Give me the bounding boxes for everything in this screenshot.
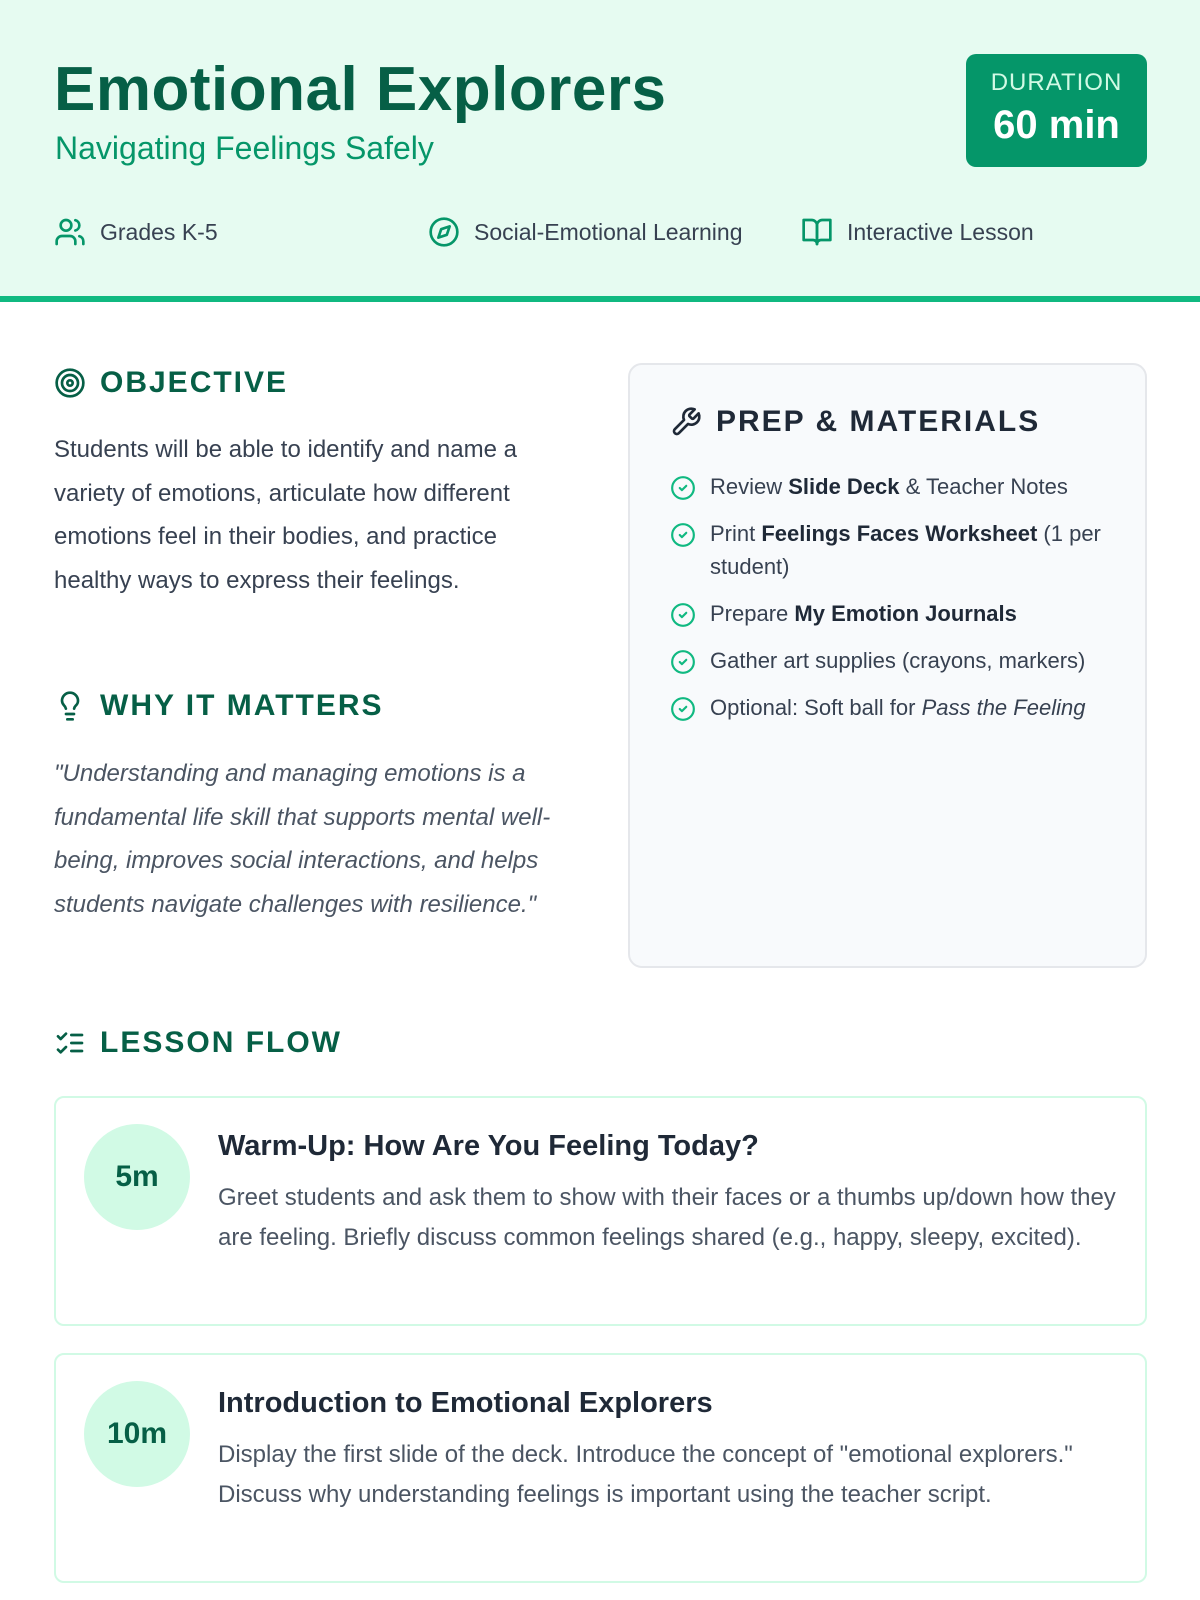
duration-badge [966,54,1147,167]
list-item-text: Optional: Soft ball for Pass the Feeling [710,695,1086,720]
lesson-step-card [54,1353,1147,1583]
objective-heading [54,366,288,400]
lightbulb-icon [54,690,86,722]
check-circle-icon [670,602,696,628]
prep-heading [670,405,1040,439]
list-item [670,597,1110,630]
book-open-icon [801,216,833,248]
prep-materials-card [628,363,1147,968]
lesson-step-card [54,1096,1147,1326]
why-heading [54,689,384,723]
step-title: Introduction to Emotional Explorers [218,1387,713,1419]
step-description: Greet students and ask them to show with their faces or a thumbs up/down how they are feeling. Briefly discuss common feelings shared (e.g., happy, sleepy, excited). [218,1184,1116,1251]
list-item [670,517,1110,583]
meta-grades-label: Grades K-5 [100,218,218,245]
step-description: Display the first slide of the deck. Introduce the concept of "emotional explorers." Discuss why understanding feelings is important using the teacher script. [218,1441,1073,1508]
lesson-header [0,0,1200,302]
objective-heading-label: OBJECTIVE [100,366,289,399]
meta-subject-label: Social-Emotional Learning [474,218,743,245]
duration-label: DURATION [990,69,1123,96]
step-title: Warm-Up: How Are You Feeling Today? [218,1130,759,1162]
wrench-icon [670,406,702,438]
why-heading-label: WHY IT MATTERS [100,689,384,722]
list-item [670,644,1110,677]
target-icon [54,367,86,399]
check-circle-icon [670,696,696,722]
why-quote: "Understanding and managing emotions is a fundamental life skill that supports mental well-being, improves social interactions, and helps students navigate challenges with resilience." [54,760,551,918]
objective-text: Students will be able to identify and name a variety of emotions, articulate how different emotions feel in their bodies, and practice healthy ways to express their feelings. [54,436,517,594]
list-item-text: Print Feelings Faces Worksheet (1 per student) [710,521,1101,579]
page-title: Emotional Explorers [54,55,667,124]
flow-heading [54,1026,342,1060]
users-icon [54,216,86,248]
prep-heading-label: PREP & MATERIALS [716,405,1041,438]
step-time-badge: 10m [84,1381,190,1487]
materials-list [670,470,1110,738]
list-item [670,470,1110,503]
step-time-badge: 5m [84,1124,190,1230]
list-item-text: Review Slide Deck & Teacher Notes [710,474,1068,499]
list-item [670,691,1110,724]
page-subtitle: Navigating Feelings Safely [55,130,434,166]
flow-heading-label: LESSON FLOW [100,1026,342,1059]
meta-subject [428,216,743,248]
list-checks-icon [54,1027,86,1059]
list-item-text: Gather art supplies (crayons, markers) [710,648,1086,673]
meta-grades [54,216,218,248]
check-circle-icon [670,522,696,548]
check-circle-icon [670,475,696,501]
list-item-text: Prepare My Emotion Journals [710,601,1017,626]
check-circle-icon [670,649,696,675]
duration-value: 60 min [993,103,1120,147]
compass-icon [428,216,460,248]
meta-format [801,216,1034,248]
meta-format-label: Interactive Lesson [847,218,1034,245]
